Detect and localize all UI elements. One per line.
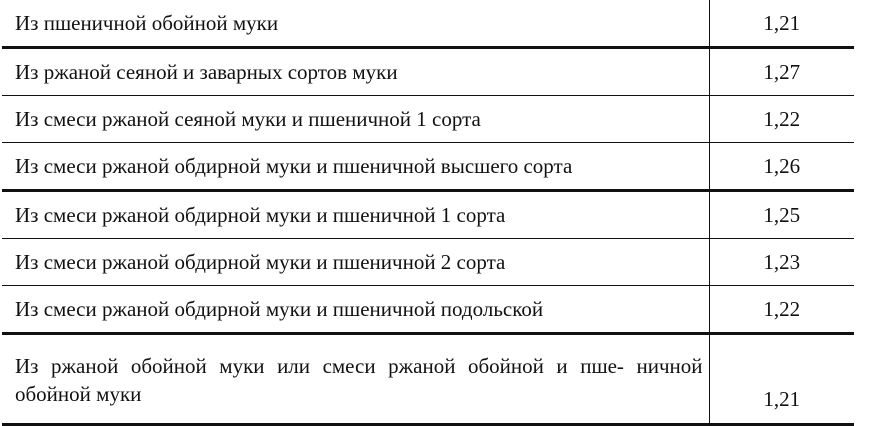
row-value-cell: 1,27 bbox=[709, 48, 854, 96]
table-row bbox=[2, 0, 854, 48]
row-name-cell: Из смеси ржаной обдирной муки и пшеничной 1 сорта bbox=[2, 191, 709, 239]
row-value-cell: 1,22 bbox=[709, 286, 854, 334]
row-name-cell: Из смеси ржаной обдирной муки и пшеничной высшего сорта bbox=[2, 143, 709, 191]
row-value-cell: 1,21 bbox=[709, 334, 854, 425]
row-value-cell: 1,23 bbox=[709, 239, 854, 286]
table-row bbox=[2, 96, 854, 143]
row-name-cell: Из смеси ржаной обдирной муки и пшеничной 2 сорта bbox=[2, 239, 709, 286]
table-row bbox=[2, 239, 854, 286]
coefficient-table bbox=[2, 0, 854, 426]
row-value-cell: 1,26 bbox=[709, 143, 854, 191]
row-name-cell: Из смеси ржаной обдирной муки и пшеничной подольской bbox=[2, 286, 709, 334]
row-name-cell: Из ржаной сеяной и заварных сортов муки bbox=[2, 48, 709, 96]
table-row bbox=[2, 48, 854, 96]
table-row bbox=[2, 191, 854, 239]
row-name-cell: Из ржаной обойной муки или смеси ржаной обойной и пше- ничной обойной муки bbox=[2, 334, 709, 425]
row-value-cell: 1,21 bbox=[763, 11, 801, 35]
row-name-cell: Из смеси ржаной сеяной муки и пшеничной 1 сорта bbox=[2, 96, 709, 143]
row-value-cell: 1,22 bbox=[709, 96, 854, 143]
row-value-cell: 1,25 bbox=[709, 191, 854, 239]
table-row bbox=[2, 286, 854, 334]
coefficient-table-wrapper bbox=[2, 0, 854, 426]
row-name-cell: Из пшеничной обойной муки bbox=[2, 0, 709, 48]
table-row bbox=[2, 143, 854, 191]
